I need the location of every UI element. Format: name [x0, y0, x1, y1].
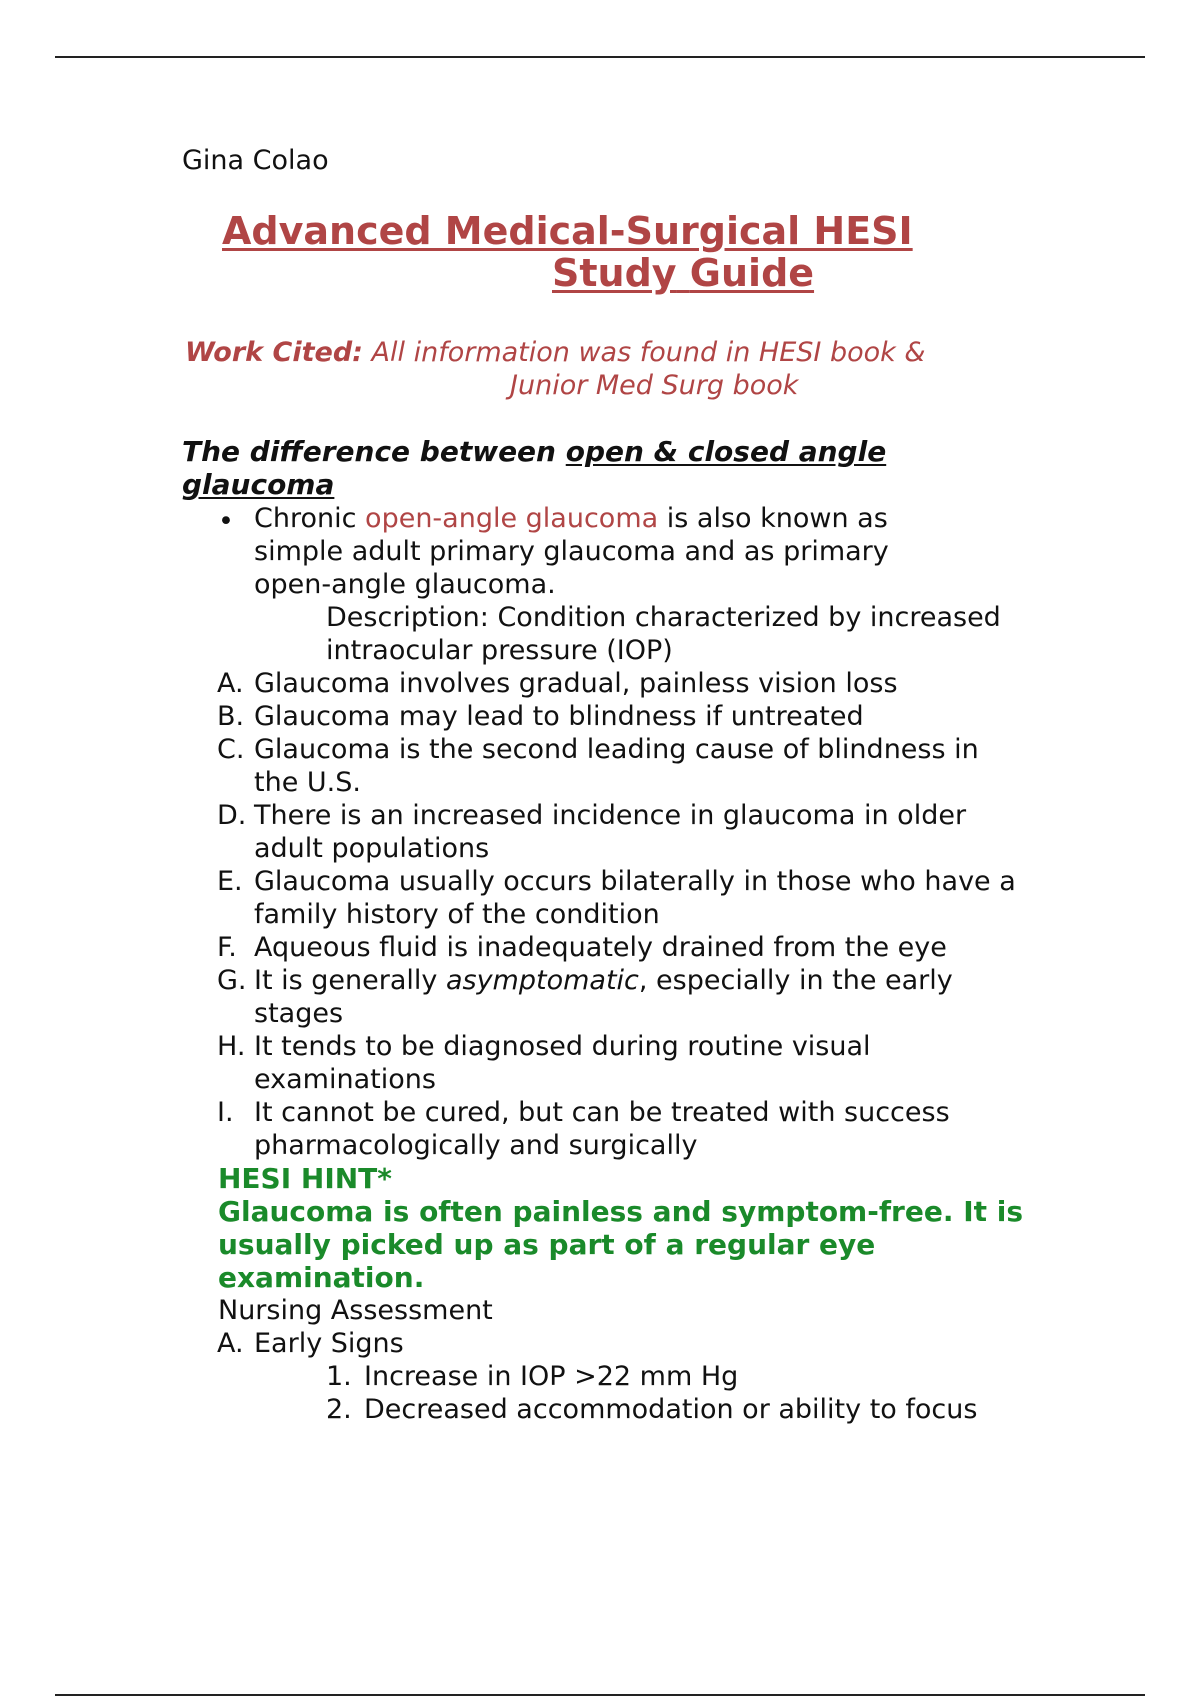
- list-marker: F.: [217, 932, 237, 963]
- list-item: Glaucoma usually occurs bilaterally in those who have a: [254, 866, 1016, 897]
- list-marker: G.: [217, 965, 247, 996]
- bullet-highlight: open-angle glaucoma: [365, 503, 659, 534]
- list-marker: A.: [217, 668, 244, 699]
- list-item-continued: pharmacologically and surgically: [254, 1130, 698, 1161]
- assessment-sub-marker: A.: [217, 1328, 244, 1359]
- description-line-2: intraocular pressure (IOP): [326, 635, 673, 666]
- title-word-guide: Guide: [689, 251, 815, 295]
- heading-underlined-2: glaucoma: [182, 468, 335, 501]
- title-word-study: Study: [552, 251, 677, 295]
- list-marker: H.: [217, 1031, 246, 1062]
- list-item: Aqueous fluid is inadequately drained from the eye: [254, 932, 947, 963]
- document-title-line-1: Advanced Medical-Surgical HESI: [222, 209, 913, 253]
- work-cited-line-2: Junior Med Surg book: [510, 370, 799, 401]
- bullet-line-1: [254, 502, 888, 535]
- assessment-item: Decreased accommodation or ability to focus: [364, 1394, 978, 1425]
- heading-underlined-1: open & closed angle: [565, 435, 887, 468]
- assessment-sub-label: Early Signs: [254, 1328, 404, 1359]
- list-item: It tends to be diagnosed during routine visual: [254, 1031, 871, 1062]
- bullet-dot-icon: •: [218, 506, 234, 537]
- section-heading-line-2: [182, 468, 334, 502]
- list-marker: B.: [217, 701, 245, 732]
- list-item-continued: stages: [254, 998, 344, 1029]
- nursing-assessment-title: Nursing Assessment: [218, 1295, 493, 1326]
- hesi-hint-line-2: usually picked up as part of a regular eye: [218, 1228, 876, 1261]
- hesi-hint-line-3: examination.: [218, 1261, 425, 1294]
- assessment-item-marker: 2.: [326, 1394, 352, 1425]
- bullet-post: is also known as: [658, 503, 888, 534]
- bullet-line-2: simple adult primary glaucoma and as primary: [254, 536, 889, 567]
- hesi-hint-label: HESI HINT*: [218, 1162, 392, 1195]
- document-title-line-2: [552, 252, 1200, 294]
- author-name: Gina Colao: [182, 145, 329, 176]
- list-item-pre: It is generally: [254, 965, 446, 996]
- list-marker: I.: [217, 1097, 234, 1128]
- list-item-continued: the U.S.: [254, 767, 361, 798]
- list-item: Glaucoma may lead to blindness if untreated: [254, 701, 864, 732]
- list-item: It cannot be cured, but can be treated with success: [254, 1097, 950, 1128]
- list-marker: D.: [217, 800, 247, 831]
- list-item-post: , especially in the early: [638, 965, 953, 996]
- bullet-pre: Chronic: [254, 503, 366, 534]
- bottom-rule: [55, 1694, 1145, 1696]
- list-item: [254, 964, 953, 997]
- list-item-italic: asymptomatic: [445, 965, 639, 996]
- bullet-line-3: open-angle glaucoma.: [254, 569, 556, 600]
- list-item: Glaucoma is the second leading cause of blindness in: [254, 734, 979, 765]
- list-item-continued: family history of the condition: [254, 899, 660, 930]
- hesi-hint-line-1: Glaucoma is often painless and symptom-free. It is: [218, 1195, 1024, 1228]
- list-item-continued: adult populations: [254, 833, 490, 864]
- work-cited-label: Work Cited:: [185, 337, 363, 368]
- list-item-continued: examinations: [254, 1064, 436, 1095]
- heading-prefix: The difference between: [182, 435, 566, 468]
- work-cited-line-1: [185, 336, 925, 370]
- assessment-item-marker: 1.: [326, 1361, 352, 1392]
- list-marker: C.: [217, 734, 245, 765]
- section-heading-line-1: [182, 435, 886, 469]
- list-item: Glaucoma involves gradual, painless vision loss: [254, 668, 898, 699]
- description-line-1: Description: Condition characterized by increased: [326, 602, 1001, 633]
- assessment-item: Increase in IOP >22 mm Hg: [364, 1361, 739, 1392]
- list-item: There is an increased incidence in glaucoma in older: [254, 800, 967, 831]
- work-cited-text: All information was found in HESI book &: [362, 337, 926, 368]
- list-marker: E.: [217, 866, 243, 897]
